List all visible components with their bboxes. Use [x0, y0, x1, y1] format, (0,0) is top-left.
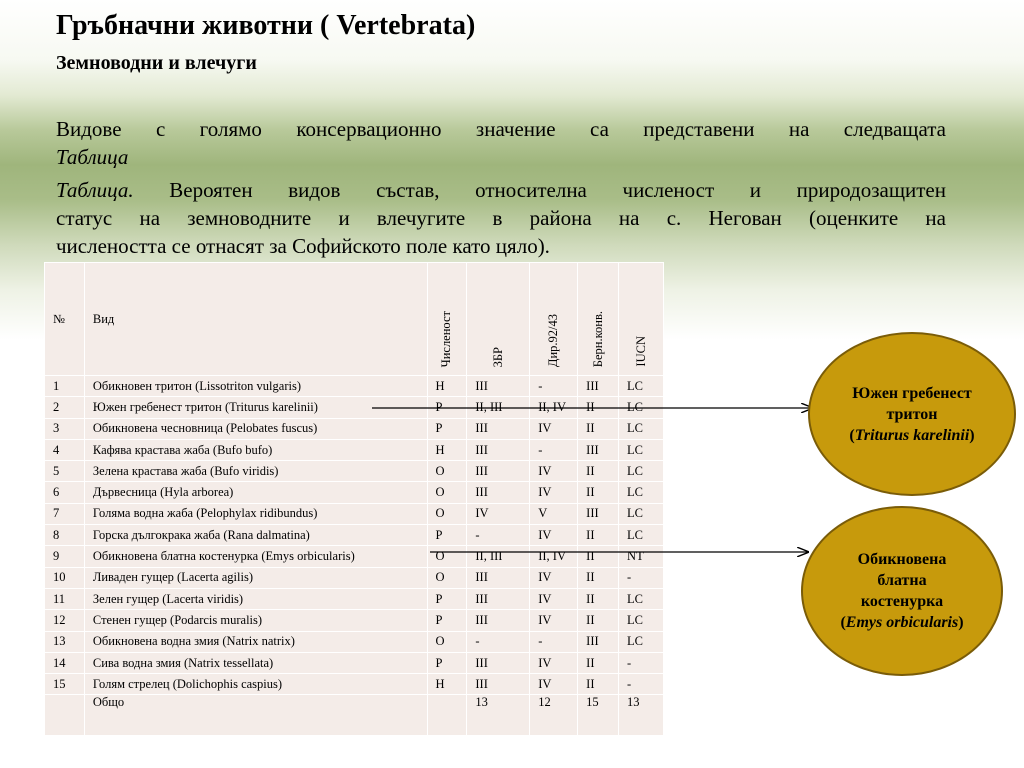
table-row: [45, 376, 664, 397]
cell-dir: IV: [530, 652, 578, 673]
cell-dir: -: [530, 439, 578, 460]
callout-emys-latin: Emys orbicularis: [845, 614, 959, 631]
intro-line-1: Видове с голямо консервационно значение са представени на следващата: [56, 117, 946, 141]
cell-num: 9: [45, 546, 85, 567]
cell-num: 2: [45, 397, 85, 418]
cell-abundance: Р: [427, 525, 467, 546]
header-bern-text: Берн.конв.: [590, 310, 605, 367]
cell-bern: II: [578, 588, 619, 609]
caption-line-2: статус на земноводните и влечугите в района на с. Негован (оценките на: [56, 206, 946, 230]
cell-abundance: О: [427, 567, 467, 588]
table-row: [45, 588, 664, 609]
cell-num: 6: [45, 482, 85, 503]
cell-zbr: II, III: [467, 397, 530, 418]
paren-close: ): [969, 426, 975, 444]
table-row: [45, 674, 664, 695]
callout-emys-line3: костенурка: [860, 593, 944, 610]
cell-abundance: О: [427, 461, 467, 482]
callout-triturus-latin-line: [849, 425, 974, 446]
total-bern: 15: [578, 695, 619, 736]
total-iucn: 13: [619, 695, 664, 736]
cell-species: Стенен гущер (Podarcis muralis): [84, 610, 427, 631]
header-iucn: [619, 263, 664, 376]
species-table: [44, 262, 664, 736]
cell-zbr: III: [467, 588, 530, 609]
cell-num: 3: [45, 418, 85, 439]
cell-dir: II, IV: [530, 397, 578, 418]
paren-open: (: [849, 426, 855, 444]
caption-line-3: числеността се отнасят за Софийското поле като цяло).: [56, 234, 550, 258]
cell-bern: II: [578, 482, 619, 503]
cell-abundance: Р: [427, 652, 467, 673]
cell-iucn: LC: [619, 588, 664, 609]
cell-species: Дървесница (Hyla arborea): [84, 482, 427, 503]
table-row: [45, 482, 664, 503]
header-zbr-text: ЗБР: [490, 346, 505, 367]
cell-abundance: Н: [427, 376, 467, 397]
cell-bern: II: [578, 461, 619, 482]
cell-abundance: Н: [427, 674, 467, 695]
cell-zbr: -: [467, 631, 530, 652]
callout-triturus-latin: Triturus karelinii: [854, 426, 970, 444]
cell-abundance: Р: [427, 610, 467, 631]
cell-dir: IV: [530, 674, 578, 695]
cell-num: 15: [45, 674, 85, 695]
cell-zbr: II, III: [467, 546, 530, 567]
cell-iucn: -: [619, 674, 664, 695]
cell-zbr: -: [467, 525, 530, 546]
cell-num: 8: [45, 525, 85, 546]
cell-bern: II: [578, 525, 619, 546]
cell-bern: III: [578, 631, 619, 652]
cell-iucn: LC: [619, 610, 664, 631]
cell-zbr: III: [467, 482, 530, 503]
cell-zbr: III: [467, 461, 530, 482]
cell-iucn: LC: [619, 525, 664, 546]
table-row: [45, 503, 664, 524]
cell-abundance: Р: [427, 588, 467, 609]
cell-abundance: О: [427, 546, 467, 567]
cell-zbr: III: [467, 439, 530, 460]
cell-zbr: III: [467, 567, 530, 588]
cell-dir: IV: [530, 588, 578, 609]
cell-iucn: LC: [619, 461, 664, 482]
cell-num: 13: [45, 631, 85, 652]
header-dir: [530, 263, 578, 376]
table-row: [45, 610, 664, 631]
total-zbr: 13: [467, 695, 530, 736]
cell-zbr: III: [467, 418, 530, 439]
cell-species: Зелен гущер (Lacerta viridis): [84, 588, 427, 609]
cell-dir: -: [530, 631, 578, 652]
cell-iucn: NT: [619, 546, 664, 567]
callout-emys-latin-line: [840, 612, 963, 633]
cell-iucn: -: [619, 567, 664, 588]
table-total-row: [45, 695, 664, 736]
cell-num: 14: [45, 652, 85, 673]
cell-bern: II: [578, 397, 619, 418]
total-species: Общо: [84, 695, 427, 736]
caption-text-1: Вероятен видов състав, относителна численост и природозащитен: [133, 178, 946, 202]
table-body: [45, 376, 664, 736]
cell-species: Зелена крастава жаба (Bufo viridis): [84, 461, 427, 482]
cell-species: Сива водна змия (Natrix tessellata): [84, 652, 427, 673]
cell-num: 5: [45, 461, 85, 482]
cell-bern: II: [578, 652, 619, 673]
cell-species: Обикновена блатна костенурка (Emys orbicularis): [84, 546, 427, 567]
cell-iucn: LC: [619, 503, 664, 524]
cell-iucn: LC: [619, 397, 664, 418]
cell-abundance: О: [427, 631, 467, 652]
cell-dir: IV: [530, 567, 578, 588]
cell-bern: II: [578, 610, 619, 631]
cell-num: 10: [45, 567, 85, 588]
paren-close: ): [958, 614, 964, 631]
caption-line-1: [56, 178, 946, 202]
cell-abundance: О: [427, 503, 467, 524]
paren-open: (: [840, 614, 846, 631]
table-row: [45, 397, 664, 418]
cell-abundance: Р: [427, 397, 467, 418]
cell-dir: -: [530, 376, 578, 397]
intro-line-2: Таблица: [56, 145, 129, 169]
table-row: [45, 631, 664, 652]
table-row: [45, 418, 664, 439]
cell-zbr: III: [467, 610, 530, 631]
cell-num: 1: [45, 376, 85, 397]
cell-bern: II: [578, 567, 619, 588]
header-num: №: [45, 263, 85, 376]
cell-bern: II: [578, 674, 619, 695]
cell-dir: IV: [530, 418, 578, 439]
cell-iucn: LC: [619, 482, 664, 503]
cell-zbr: III: [467, 376, 530, 397]
page-subtitle: Земноводни и влечуги: [56, 52, 257, 74]
cell-species: Обикновена чесновница (Pelobates fuscus): [84, 418, 427, 439]
cell-bern: II: [578, 418, 619, 439]
callout-emys-line1: Обикновена: [857, 551, 947, 568]
cell-dir: IV: [530, 461, 578, 482]
cell-species: Ливаден гущер (Lacerta agilis): [84, 567, 427, 588]
cell-iucn: LC: [619, 418, 664, 439]
caption-label: Таблица.: [56, 178, 134, 202]
cell-zbr: III: [467, 674, 530, 695]
cell-species: Обикновена водна змия (Natrix natrix): [84, 631, 427, 652]
table-row: [45, 439, 664, 460]
table-row: [45, 525, 664, 546]
header-dir-text: Дир.92/43: [546, 313, 561, 367]
table-row: [45, 652, 664, 673]
cell-iucn: LC: [619, 631, 664, 652]
header-iucn-text: IUCN: [633, 336, 648, 367]
cell-species: Голяма водна жаба (Pelophylax ridibundus): [84, 503, 427, 524]
cell-abundance: Р: [427, 418, 467, 439]
cell-num: 12: [45, 610, 85, 631]
cell-num: 7: [45, 503, 85, 524]
callout-triturus-line2: тритон: [886, 405, 938, 423]
table-row: [45, 461, 664, 482]
page-title: Гръбначни животни ( Vertebrata): [56, 10, 476, 41]
cell-species: Горска дългокрака жаба (Rana dalmatina): [84, 525, 427, 546]
table-row: [45, 546, 664, 567]
callout-emys: [801, 506, 1003, 676]
cell-species: Голям стрелец (Dolichophis caspius): [84, 674, 427, 695]
cell-zbr: IV: [467, 503, 530, 524]
header-abundance: [427, 263, 467, 376]
callout-emys-line2: блатна: [877, 572, 927, 589]
cell-iucn: -: [619, 652, 664, 673]
cell-dir: V: [530, 503, 578, 524]
header-species: Вид: [84, 263, 427, 376]
cell-num: 4: [45, 439, 85, 460]
callout-triturus-line1: Южен гребенест: [852, 384, 972, 402]
cell-species: Кафява крастава жаба (Bufo bufo): [84, 439, 427, 460]
header-bern: [578, 263, 619, 376]
table-header-row: [45, 263, 664, 376]
cell-zbr: III: [467, 652, 530, 673]
cell-dir: II, IV: [530, 546, 578, 567]
callout-triturus: [808, 332, 1016, 496]
cell-num: 11: [45, 588, 85, 609]
cell-iucn: LC: [619, 376, 664, 397]
table-row: [45, 567, 664, 588]
total-abundance: [427, 695, 467, 736]
header-zbr: [467, 263, 530, 376]
cell-abundance: Н: [427, 439, 467, 460]
cell-bern: III: [578, 439, 619, 460]
cell-bern: II: [578, 546, 619, 567]
cell-iucn: LC: [619, 439, 664, 460]
cell-bern: III: [578, 376, 619, 397]
cell-dir: IV: [530, 482, 578, 503]
cell-species: Южен гребенест тритон (Triturus karelinii): [84, 397, 427, 418]
total-dir: 12: [530, 695, 578, 736]
cell-bern: III: [578, 503, 619, 524]
total-num: [45, 695, 85, 736]
cell-dir: IV: [530, 610, 578, 631]
cell-dir: IV: [530, 525, 578, 546]
cell-species: Обикновен тритон (Lissotriton vulgaris): [84, 376, 427, 397]
cell-abundance: О: [427, 482, 467, 503]
header-abundance-text: Численост: [439, 310, 454, 367]
